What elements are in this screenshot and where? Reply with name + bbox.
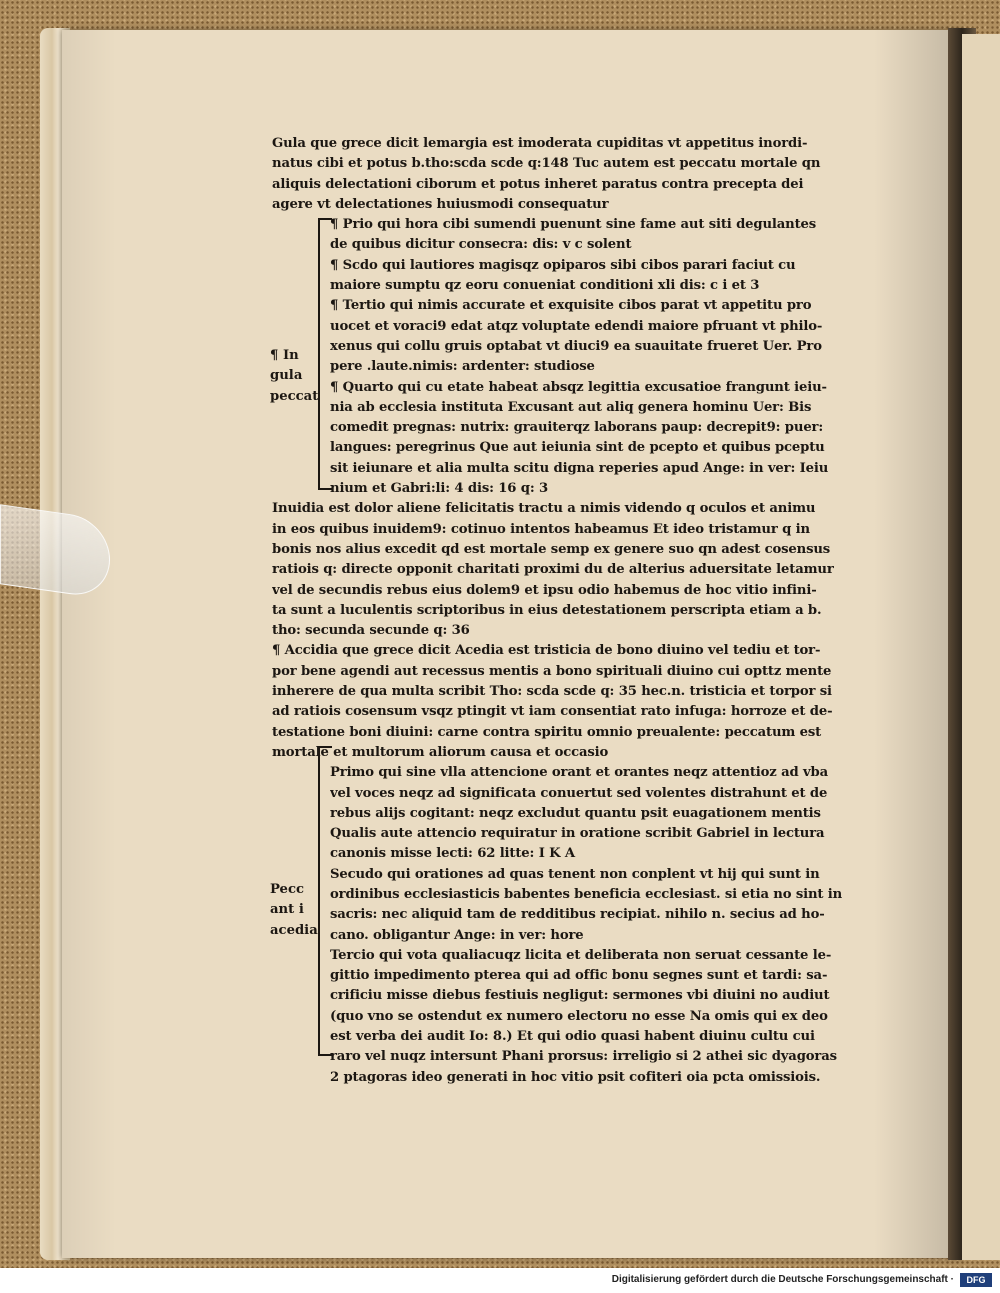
facing-page xyxy=(962,34,1000,1260)
text-line: 2 ptagoras ideo generati in hoc vitio psit cofiteri oia pcta omissiois. xyxy=(330,1069,821,1085)
text-line: pere .laute.nimis: ardenter: studiose xyxy=(330,359,595,375)
block-accidia-items xyxy=(272,763,900,1088)
block-gula xyxy=(272,134,900,215)
accidia-bracket xyxy=(318,746,320,1056)
text-line: natus cibi et potus b.tho:scda scde q:148 Tuc autem est peccatu mortale qn xyxy=(272,156,821,172)
text-line: gittio impedimento pterea qui ad offic bonu segnes sunt et tardi: sa- xyxy=(330,968,828,984)
text-line: vel de secundis rebus eius dolem9 et ipsu odio habemus de hoc vitio infini- xyxy=(272,582,817,598)
text-line: nia ab ecclesia instituta Excusant aut aliq genera hominu Uer: Bis xyxy=(330,399,812,415)
text-line: langues: peregrinus Que aut ieiunia sint de pcepto et quibus pceptu xyxy=(330,440,825,456)
text-line: raro vel nuqz intersunt Phani prorsus: irreligio si 2 athei sic dyagoras xyxy=(330,1049,837,1065)
text-line: ¶ Scdo qui lautiores magisqz opiparos sibi cibos parari faciut cu xyxy=(330,257,796,273)
text-line: ta sunt a luculentis scriptoribus in eius detestationem perscripta etiam a b. xyxy=(272,602,822,618)
text-line: xenus qui collu gruis optabat vt diuci9 ea suauitate frueret Uer. Pro xyxy=(330,338,822,354)
text-line: sit ieiunare et alia multa scitu digna reperies apud Ange: in ver: Ieiu xyxy=(330,460,829,476)
text-line: Inuidia est dolor aliene felicitatis tractu a nimis videndo q oculos et animu xyxy=(272,501,816,517)
page-text xyxy=(272,134,900,1088)
text-line: por bene agendi aut recessus mentis a bono spirituali diuino cui opttz mente xyxy=(272,663,832,679)
digitization-footer xyxy=(0,1268,1000,1293)
text-line: comedit pregnas: nutrix: grauiterqz laborans paup: decrepit9: puer: xyxy=(330,420,824,436)
text-line: (quo vno se ostendut ex numero electoru no esse Na omis qui ex deo xyxy=(330,1008,828,1024)
text-line: ad ratiois cosensum vsqz ptingit vt iam consentiat rato infuga: horroze et de- xyxy=(272,704,833,720)
text-line: ratiois q: directe opponit charitati proximi du de alterius aduersitate letamur xyxy=(272,562,834,578)
text-line: rebus alijs cogitant: neqz excludut quantu psit euagationem mentis xyxy=(330,805,821,821)
text-line: agere vt delectationes huiusmodi consequatur xyxy=(272,196,609,212)
text-line: cano. obligantur Ange: in ver: hore xyxy=(330,927,584,943)
text-line: est verba dei audit Io: 8.) Et qui odio quasi habent diuinu cultu cui xyxy=(330,1029,815,1045)
text-line: tho: secunda secunde q: 36 xyxy=(272,623,470,639)
text-line: Primo qui sine vlla attencione orant et orantes neqz attentioz ad vba xyxy=(330,765,828,781)
text-line: canonis misse lecti: 62 litte: I K A xyxy=(330,846,575,862)
text-line: Qualis aute attencio requiratur in oratione scribit Gabriel in lectura xyxy=(330,826,825,842)
text-line: Tercio qui vota qualiacuqz licita et deliberata non seruat cessante le- xyxy=(330,947,832,963)
text-line: crificiu misse diebus festiuis negligut: sermones vbi diuini no audiut xyxy=(330,988,830,1004)
text-line: ordinibus ecclesiasticis babentes beneficia ecclesiast. si etia no sint in xyxy=(330,886,843,902)
margin-line: ¶ In xyxy=(270,348,299,363)
text-line: Secudo qui orationes ad quas tenent non conplent vt hij qui sunt in xyxy=(330,866,820,882)
text-line: in eos quibus inuidem9: cotinuo intentos habeamus Et ideo tristamur q in xyxy=(272,521,810,537)
text-line: mortale et multorum aliorum causa et occasio xyxy=(272,744,609,760)
text-line: inherere de qua multa scribit Tho: scda scde q: 35 hec.n. tristicia et torpor si xyxy=(272,684,832,700)
margin-note-gula xyxy=(270,346,318,407)
text-line: Gula que grece dicit lemargia est imoderata cupiditas vt appetitus inordi- xyxy=(272,136,808,151)
margin-line: gula xyxy=(270,368,303,384)
text-line: testatione boni diuini: carne contra spiritu omnio preualente: peccatum est xyxy=(272,724,822,740)
text-line: bonis nos alius excedit qd est mortale semp ex genere suo qn adest cosensus xyxy=(272,541,831,557)
block-inuidia-accidia xyxy=(272,499,900,763)
text-line: nium et Gabri:li: 4 dis: 16 q: 3 xyxy=(330,481,549,497)
margin-line: acedia xyxy=(270,922,318,938)
margin-note-accidia xyxy=(270,880,318,941)
text-line: de quibus dicitur consecra: dis: v c solent xyxy=(330,237,632,253)
block-gula-items xyxy=(272,215,900,499)
text-line: ¶ Tertio qui nimis accurate et exquisite cibos parat vt appetitu pro xyxy=(330,298,812,314)
dfg-logo: DFG xyxy=(960,1273,992,1287)
text-line: sacris: nec aliquid tam de redditibus recipiat. nihilo n. secius ad ho- xyxy=(330,907,825,923)
text-line: vel voces neqz ad significata conuertut sed volentes distrahunt et de xyxy=(330,785,828,801)
margin-line: ant i xyxy=(270,902,304,918)
margin-line: Pecc xyxy=(270,882,305,897)
text-line: ¶ Prio qui hora cibi sumendi puenunt sine fame aut siti degulantes xyxy=(330,217,817,233)
text-line: maiore sumptu qz eoru conueniat conditioni xli dis: c i et 3 xyxy=(330,278,760,294)
text-line: ¶ Accidia que grece dicit Acedia est tristicia de bono diuino vel tediu et tor- xyxy=(272,643,821,659)
text-line: uocet et voraci9 edat atqz voluptate edendi maiore pfruant vt philo- xyxy=(330,318,823,334)
text-line: ¶ Quarto qui cu etate habeat absqz legittia excusatioe frangunt ieiu- xyxy=(330,379,827,395)
text-line: aliquis delectationi ciborum et potus inheret paratus contra precepta dei xyxy=(272,176,804,192)
margin-line: peccat xyxy=(270,388,319,404)
funding-note: Digitalisierung gefördert durch die Deutsche Forschungsgemeinschaft · xyxy=(611,1274,954,1285)
